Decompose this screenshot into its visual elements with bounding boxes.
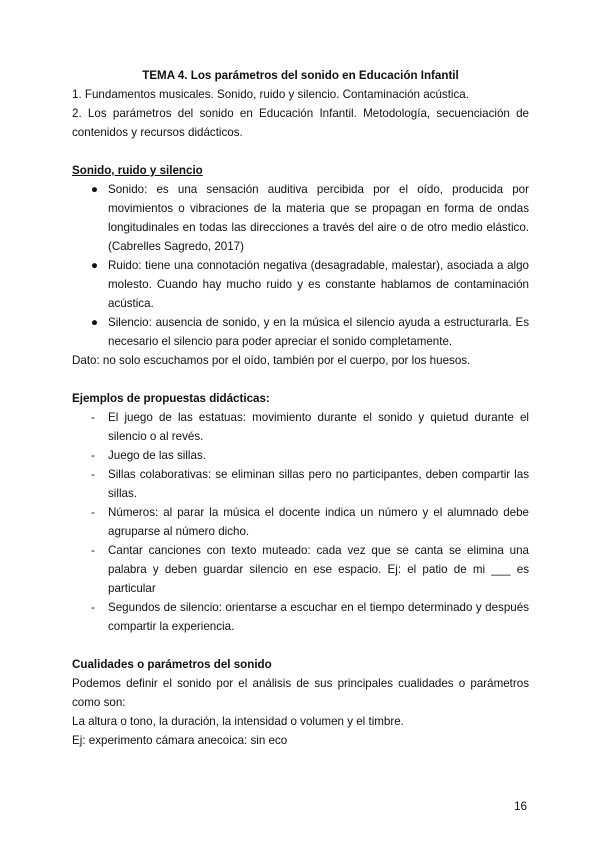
paragraph-experimento: Ej: experimento cámara anecoica: sin eco xyxy=(72,734,288,747)
list-item-text: Juego de las sillas. xyxy=(108,449,206,462)
section-heading-sonido: Sonido, ruido y silencio xyxy=(72,164,203,177)
list-item xyxy=(72,503,529,541)
paragraph-definicion: Podemos definir el sonido por el análisis de sus principales cualidades o parámetros como son: xyxy=(72,677,529,709)
bullet-icon: ● xyxy=(91,316,99,329)
list-item-text: Sillas colaborativas: se eliminan sillas pero no participantes, deben compartir las sillas. xyxy=(108,468,529,500)
list-item-text: Segundos de silencio: orientarse a escuchar en el tiempo determinado y después compartir la experiencia. xyxy=(108,601,529,633)
dash-icon: - xyxy=(91,411,95,424)
dash-icon: - xyxy=(91,601,95,614)
list-item xyxy=(72,256,529,313)
page-title: TEMA 4. Los parámetros del sonido en Educación Infantil xyxy=(142,69,459,82)
list-item xyxy=(72,541,529,598)
dash-icon: - xyxy=(91,449,95,462)
list-item xyxy=(72,313,529,351)
bullet-icon: ● xyxy=(91,259,99,272)
topic-1: 1. Fundamentos musicales. Sonido, ruido y silencio. Contaminación acústica. xyxy=(72,88,469,101)
dash-icon: - xyxy=(91,544,95,557)
list-item-text: Sonido: es una sensación auditiva percibida por el oído, producida por movimientos o vibraciones de la materia que se propagan en forma de ondas longitudinales en todas las direcciones a través del aire o de otro medio elástico. (Cabrelles Sagredo, 2017) xyxy=(108,183,529,253)
topic-2: 2. Los parámetros del sonido en Educación Infantil. Metodología, secuenciación de contenidos y recursos didácticos. xyxy=(72,107,529,139)
dash-icon: - xyxy=(91,506,95,519)
bullet-icon: ● xyxy=(91,183,99,196)
document-page xyxy=(72,66,529,750)
list-item-text: El juego de las estatuas: movimiento durante el sonido y quietud durante el silencio o al revés. xyxy=(108,411,529,443)
bullet-list-sonido xyxy=(72,180,529,351)
spacer xyxy=(72,370,529,389)
page-number: 16 xyxy=(514,800,527,813)
list-item xyxy=(72,446,529,465)
list-item xyxy=(72,408,529,446)
list-item-text: Silencio: ausencia de sonido, y en la música el silencio ayuda a estructurarla. Es necesario el silencio para poder apreciar el sonido completamente. xyxy=(108,316,529,348)
paragraph-parametros: La altura o tono, la duración, la intensidad o volumen y el timbre. xyxy=(72,715,404,728)
list-item-text: Cantar canciones con texto muteado: cada vez que se canta se elimina una palabra y deben guardar silencio en ese espacio. Ej: el patio de mi ___ es particular xyxy=(108,544,529,595)
list-item xyxy=(72,180,529,256)
dash-icon: - xyxy=(91,468,95,481)
spacer xyxy=(72,142,529,161)
list-item xyxy=(72,598,529,636)
list-item xyxy=(72,465,529,503)
dash-list-ejemplos xyxy=(72,408,529,636)
list-item-text: Ruido: tiene una connotación negativa (desagradable, malestar), asociada a algo molesto. Cuando hay mucho ruido y es constante hablamos de contaminación acústica. xyxy=(108,259,529,310)
spacer xyxy=(72,636,529,655)
section-heading-cualidades: Cualidades o parámetros del sonido xyxy=(72,658,272,671)
section-heading-ejemplos: Ejemplos de propuestas didácticas: xyxy=(72,392,270,405)
note-dato: Dato: no solo escuchamos por el oído, también por el cuerpo, por los huesos. xyxy=(72,354,471,367)
list-item-text: Números: al parar la música el docente indica un número y el alumnado debe agruparse al número dicho. xyxy=(108,506,529,538)
